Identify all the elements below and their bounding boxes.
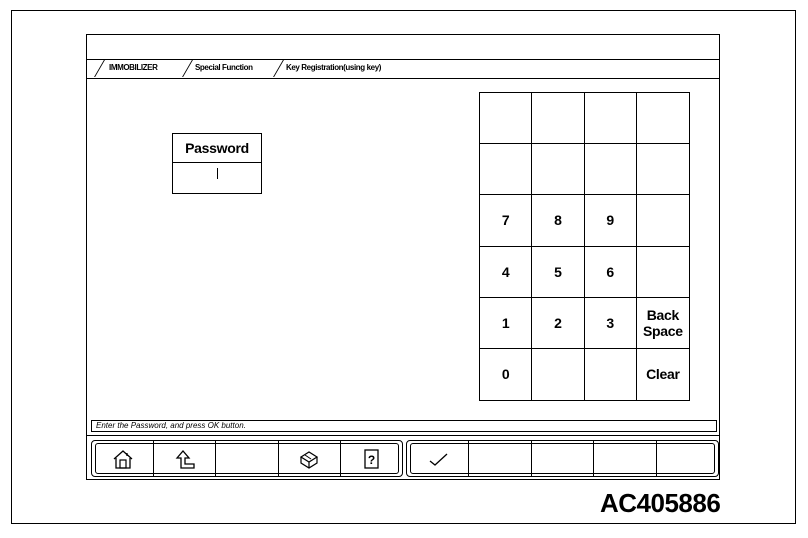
help-button[interactable] [341,441,402,476]
keypad-key-3[interactable]: 3 [585,298,637,349]
title-bar [87,35,719,60]
keypad-key-5[interactable]: 5 [532,247,584,298]
keypad-clear-key[interactable]: Clear [646,366,680,383]
breadcrumb-item-key-registration: Key Registration(using key) [286,63,382,72]
home-button[interactable] [92,441,154,476]
scan-tool-screen [86,34,720,480]
numeric-keypad [479,92,690,401]
keypad-blank-key [637,93,689,144]
keypad-key-9[interactable]: 9 [585,195,637,246]
text-cursor [217,168,218,179]
svg-text:?: ? [368,452,376,467]
help-icon [359,448,383,470]
blank-toolbar-button [469,441,531,476]
keypad-key-2[interactable]: 2 [532,298,584,349]
status-message: Enter the Password, and press OK button. [91,420,717,432]
keypad-key-1[interactable]: 1 [480,298,532,349]
keypad-blank-key [480,93,532,144]
password-label: Password [173,134,261,163]
breadcrumb-separator [182,60,193,77]
right-button-group [406,440,719,477]
blank-toolbar-button [216,441,278,476]
left-button-group [91,440,403,477]
blank-toolbar-button [657,441,718,476]
keypad-blank-key [637,144,689,195]
print-button[interactable] [279,441,341,476]
blank-toolbar-button [532,441,594,476]
keypad-blank-key [532,144,584,195]
breadcrumb-item-immobilizer[interactable]: IMMOBILIZER [109,63,158,72]
ok-button[interactable] [407,441,469,476]
back-button[interactable] [154,441,216,476]
back-arrow-icon [173,448,197,470]
check-icon [426,448,450,470]
keypad-key-0[interactable]: 0 [480,349,532,400]
keypad-blank-key [637,247,689,298]
keypad-blank-key [532,349,584,400]
keypad-blank-key [637,195,689,246]
home-icon [111,448,135,470]
breadcrumb-separator [273,60,284,77]
breadcrumb [87,59,719,79]
breadcrumb-separator [94,60,105,77]
keypad-key-4[interactable]: 4 [480,247,532,298]
keypad-key-6[interactable]: 6 [585,247,637,298]
password-input[interactable] [173,163,261,193]
keypad-blank-key [532,93,584,144]
keypad-key-8[interactable]: 8 [532,195,584,246]
keypad-blank-key [480,144,532,195]
blank-toolbar-button [594,441,656,476]
keypad-backspace-key[interactable]: Back Space [637,298,689,349]
bottom-toolbar [87,435,719,480]
password-panel [172,133,262,194]
breadcrumb-item-special-function[interactable]: Special Function [195,63,253,72]
keypad-blank-key [585,144,637,195]
keypad-key-7[interactable]: 7 [480,195,532,246]
print-icon [297,448,321,470]
keypad-blank-key [585,349,637,400]
keypad-blank-key [585,93,637,144]
figure-code: AC405886 [600,488,721,518]
